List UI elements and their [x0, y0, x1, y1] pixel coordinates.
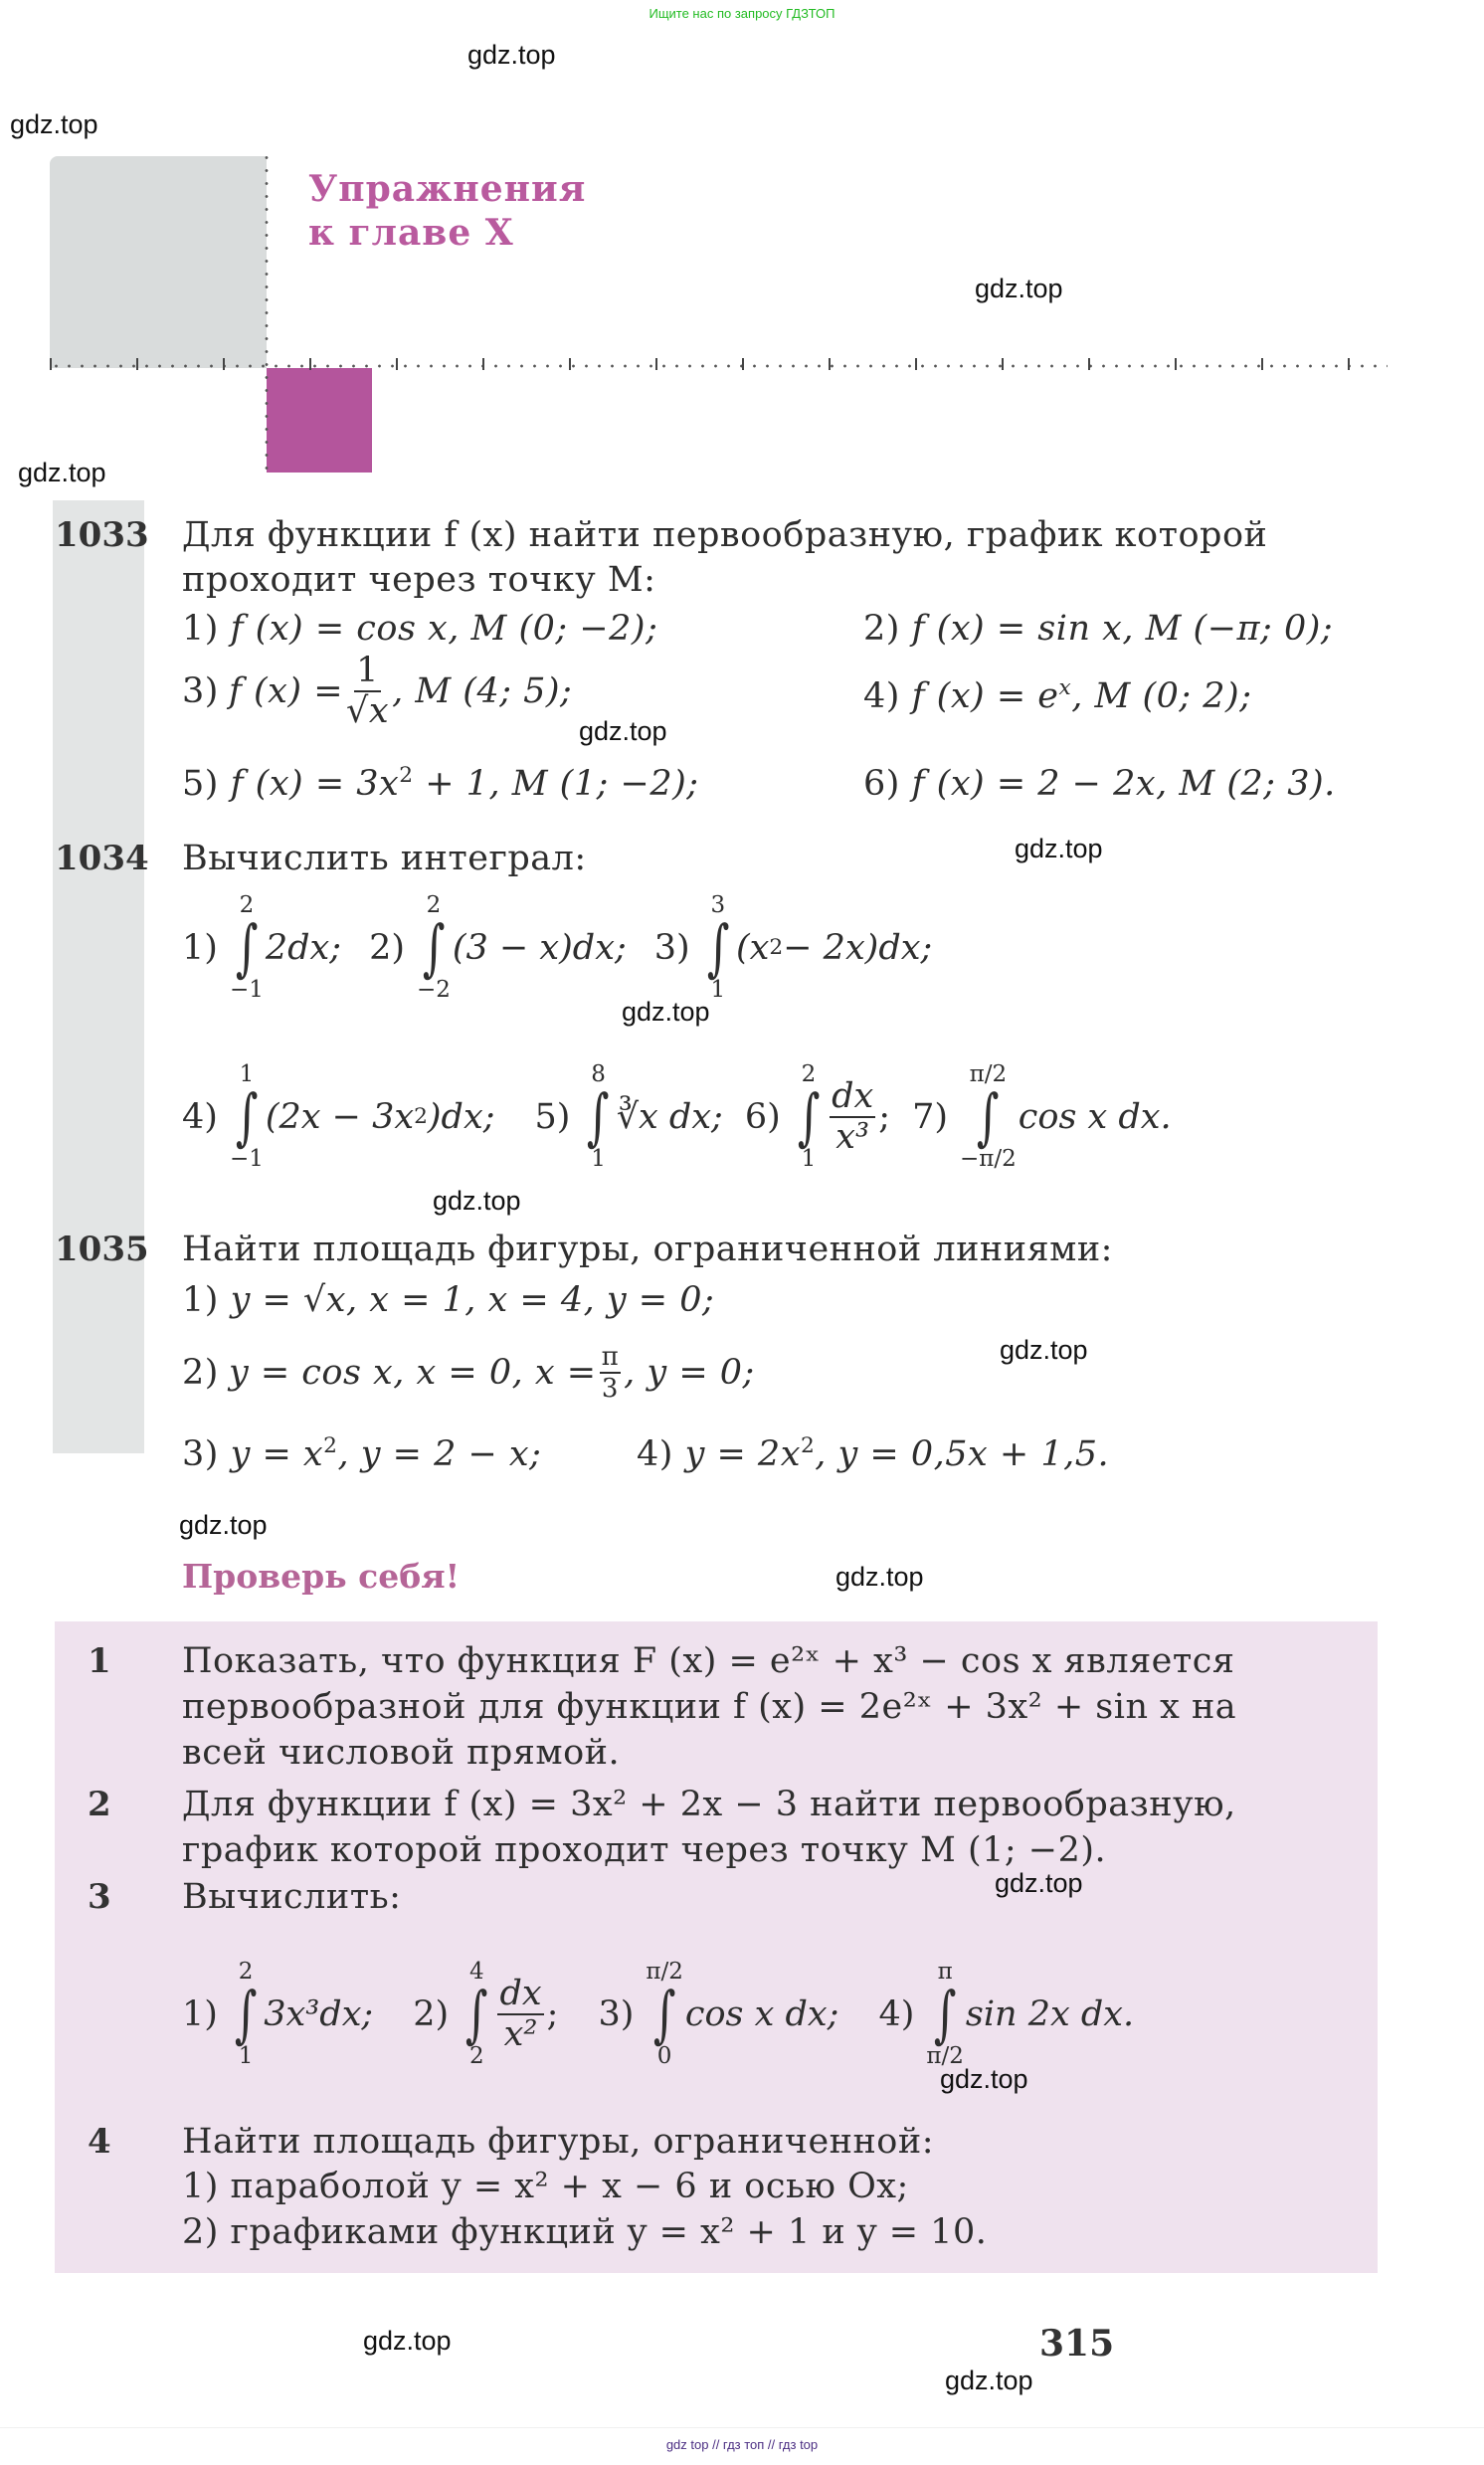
integral-item: 3) 3 ∫ 1 (x 2 − 2x)dx;: [653, 892, 933, 1003]
task-text: 1) параболой y = x² + x − 6 и осью Ox;: [182, 2167, 909, 2206]
task-text: первообразной для функции f (x) = 2e²ˣ + 3x² + sin x на: [182, 1687, 1237, 1727]
task-number: 2: [88, 1785, 111, 1824]
integral-item: 2) 4 ∫ 2 $\frac{dx}{\text{x²}}$ ;: [413, 1959, 559, 2069]
integral-row: [182, 1043, 1172, 1192]
exercise-item: 1) y = √x, x = 1, x = 4, y = 0;: [182, 1280, 715, 1320]
watermark: gdz.top: [579, 716, 667, 746]
exercise-item: 5) f $(x) = 3x^2 + 1$, M (1; −2);: [182, 762, 699, 804]
watermark: gdz.top: [1000, 1335, 1088, 1365]
integral-row: [182, 883, 932, 1013]
task-text: график которой проходит через точку M (1; −2).: [182, 1830, 1107, 1870]
check-yourself-heading: Проверь себя!: [182, 1557, 461, 1596]
watermark: gdz.top: [467, 40, 556, 70]
chapter-magenta-block: [267, 368, 372, 473]
task-text: Показать, что функция F (x) = e²ˣ + x³ − cos x является: [182, 1641, 1235, 1681]
watermark: gdz.top: [975, 274, 1063, 303]
task-text: Найти площадь фигуры, ограниченной:: [182, 2122, 935, 2162]
footer-divider: [0, 2427, 1484, 2428]
integral-item: 1) 2 ∫ −1 2dx;: [182, 892, 342, 1003]
watermark: gdz.top: [622, 997, 710, 1027]
task-number: 3: [88, 1877, 111, 1917]
watermark: gdz.top: [179, 1510, 268, 1540]
watermark: gdz.top: [10, 109, 98, 139]
watermark: gdz.top: [995, 1868, 1083, 1898]
integral-item: 1) 2 ∫ 1 3x³dx;: [182, 1959, 374, 2069]
task-number: 1: [88, 1641, 111, 1681]
footer-text: gdz top // гдз топ // гдз top: [665, 2437, 819, 2452]
integral-item: 5) 8 ∫ 1 ∛x dx;: [534, 1061, 723, 1172]
page-number: 315: [1039, 2323, 1115, 2365]
exercise-number: 1033: [55, 515, 149, 555]
integral-item: 6) 2 ∫ 1 $\frac{dx}{\text{x³}}$ ;: [744, 1061, 891, 1172]
exercise-text: Найти площадь фигуры, ограниченной линиями:: [182, 1230, 1113, 1269]
task-text: Для функции f (x) = 3x² + 2x − 3 найти первообразную,: [182, 1785, 1236, 1824]
integral-item: 4) π ∫ π/2 sin 2x dx.: [878, 1959, 1135, 2069]
exercise-item: 2) f (x) = sin x, M (−π; 0);: [863, 609, 1334, 649]
exercise-text: проходит через точку M:: [182, 560, 656, 600]
exercise-item: 3) $y = x^2$, y = 2 − x;: [182, 1432, 542, 1474]
watermark: gdz.top: [363, 2326, 452, 2356]
dotted-rule-vertical: [265, 151, 269, 474]
integral-item: 7) π/2 ∫ −π/2 cos x dx.: [912, 1061, 1172, 1172]
watermark: gdz.top: [18, 458, 106, 487]
exercise-item: 4) f $(x) = e^x$, M (0; 2);: [863, 674, 1252, 716]
exercise-number: 1034: [55, 839, 149, 878]
exercise-item: 1) f (x) = cos x, M (0; −2);: [182, 609, 658, 649]
fraction: $\frac{1}{√x}$: [346, 651, 390, 731]
watermark: gdz.top: [1015, 834, 1103, 863]
task-number: 4: [88, 2122, 111, 2162]
watermark: gdz.top: [945, 2366, 1033, 2395]
exercise-text: Для функции f (x) найти первообразную, график которой: [182, 515, 1268, 555]
task-text: 2) графиками функций y = x² + 1 и y = 10.: [182, 2212, 988, 2252]
exercise-number-strip: [53, 500, 144, 1453]
integral-item: 4) 1 ∫ −1 (2x − 3x 2 )dx;: [182, 1061, 495, 1172]
chapter-title: Упражнения к главе X: [308, 168, 587, 254]
exercise-item: 6) f (x) = 2 − 2x, M (2; 3).: [863, 764, 1336, 804]
task-text: Вычислить:: [182, 1877, 402, 1917]
chapter-gray-block: [50, 156, 267, 368]
integral-item: 2) 2 ∫ −2 (3 − x)dx;: [369, 892, 627, 1003]
exercise-item: 2) y = cos x, x = 0, x = $\frac{\pi}{3}$ , y = 0;: [182, 1342, 755, 1404]
tick-rule: [50, 358, 1388, 370]
watermark: gdz.top: [940, 2064, 1028, 2094]
search-banner: Ищите нас по запросу ГДЗТОП: [649, 6, 835, 21]
exercise-item: 4) $y = 2x^2$, y = 0,5x + 1,5.: [637, 1432, 1110, 1474]
watermark: gdz.top: [835, 1562, 924, 1592]
exercise-text: Вычислить интеграл:: [182, 839, 587, 878]
exercise-number: 1035: [55, 1230, 149, 1269]
task-text: всей числовой прямой.: [182, 1733, 621, 1773]
integral-item: 3) π/2 ∫ 0 cos x dx;: [598, 1959, 839, 2069]
exercise-item: 3) f (x) = $\frac{1}{√x}$ , M (4; 5);: [182, 651, 573, 731]
watermark: gdz.top: [433, 1186, 521, 1216]
